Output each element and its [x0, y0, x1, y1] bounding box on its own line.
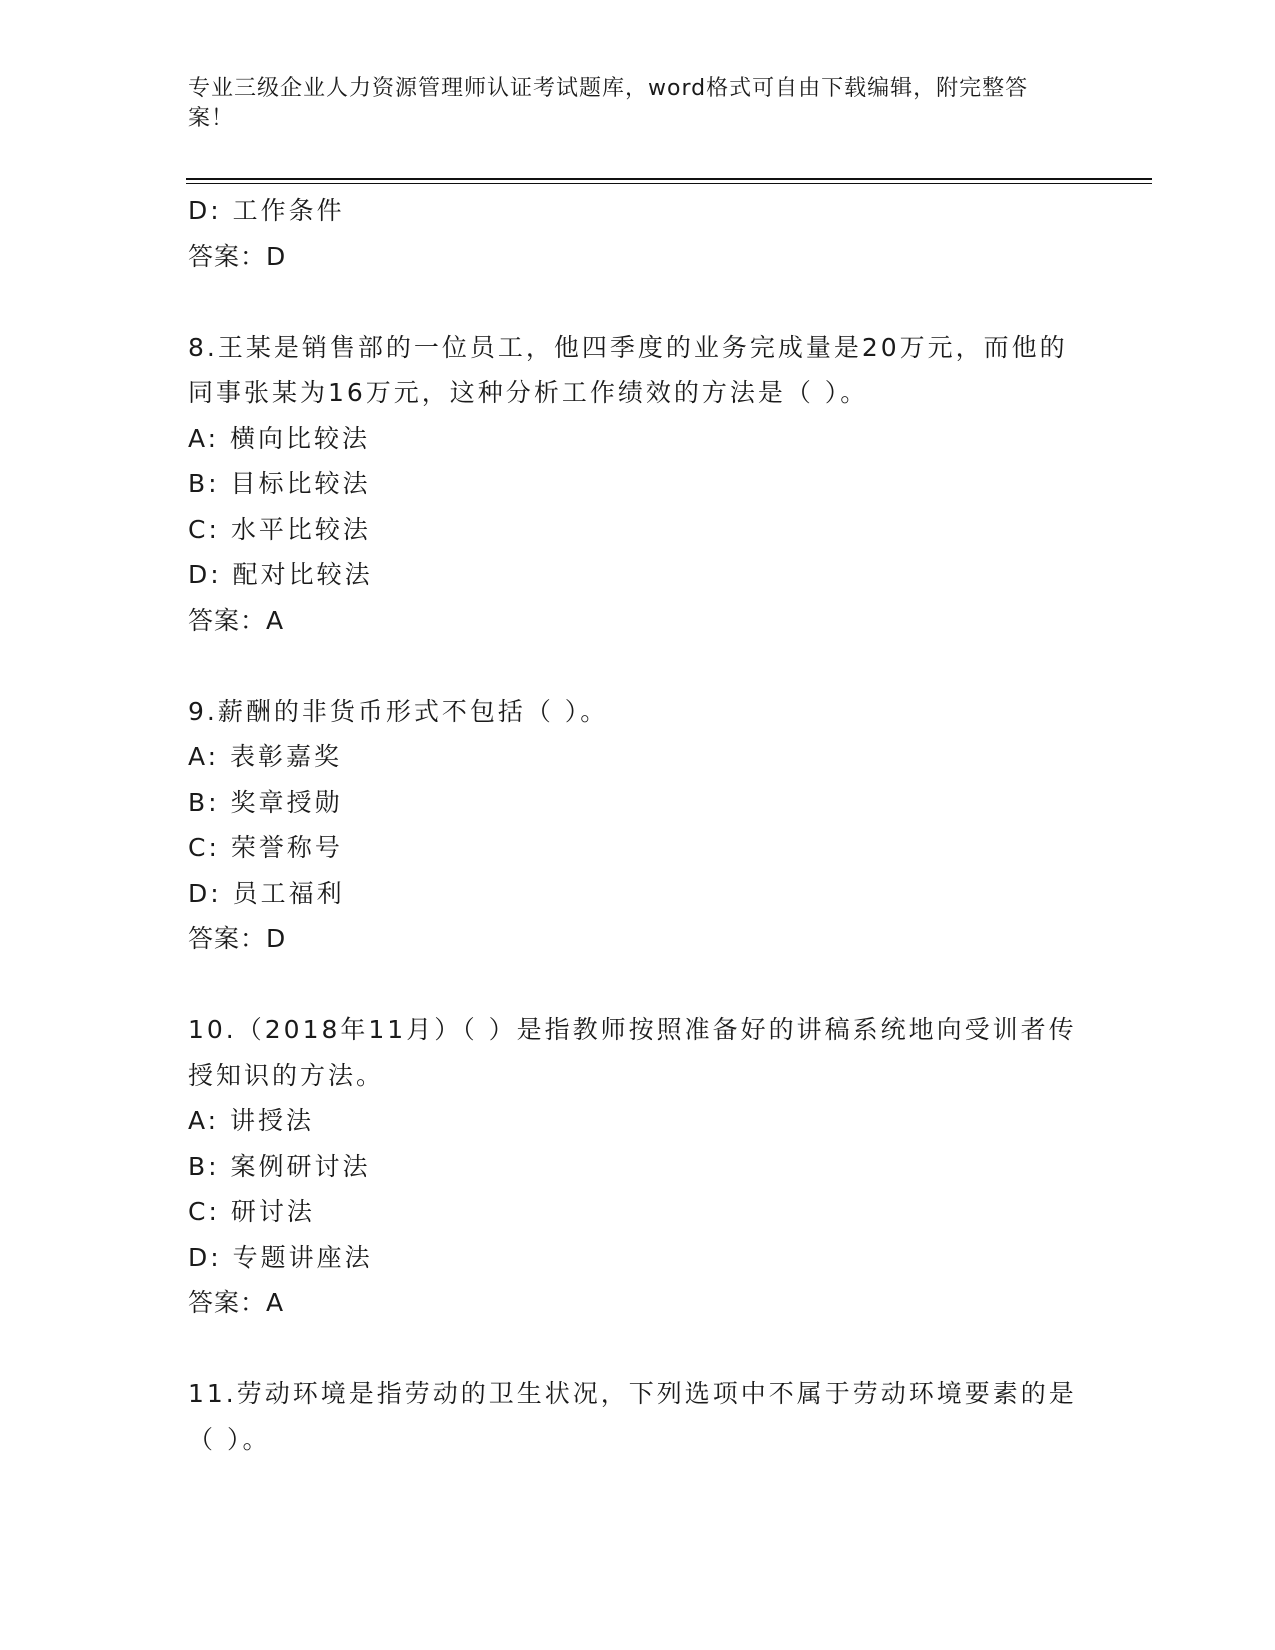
option-c: C: 水平比较法: [188, 514, 371, 544]
document-header: 专业三级企业人力资源管理师认证考试题库，word格式可自由下载编辑，附完整答案！: [188, 76, 1029, 131]
option-c: C: 荣誉称号: [188, 833, 343, 862]
question-10: [188, 1007, 1088, 1326]
answer-line: 答案：A: [188, 1288, 285, 1317]
question-text: 8.王某是销售部的一位员工，他四季度的业务完成量是20万元，而他的同事张某为16万元，这种分析工作绩效的方法是（ ）。: [188, 332, 1068, 407]
prev-question-tail: [188, 188, 1088, 279]
question-8: [188, 325, 1088, 644]
option-d: D: 工作条件: [188, 196, 345, 225]
question-text: 9.薪酬的非货币形式不包括（ ）。: [188, 696, 609, 726]
question-text: 11.劳动环境是指劳动的卫生状况，下列选项中不属于劳动环境要素的是（ ）。: [188, 1379, 1077, 1454]
option-a: A: 表彰嘉奖: [188, 742, 343, 771]
answer-line: 答案：A: [188, 605, 285, 635]
option-b: B: 案例研讨法: [188, 1151, 371, 1181]
option-d: D: 员工福利: [188, 878, 345, 908]
option-d: D: 专题讲座法: [188, 1242, 373, 1272]
option-c: C: 研讨法: [188, 1197, 315, 1226]
spacer: [188, 643, 1088, 689]
header-divider-thick: [186, 178, 1152, 180]
question-list: [188, 188, 1088, 1462]
spacer: [188, 1326, 1088, 1372]
option-b: B: 目标比较法: [188, 469, 371, 498]
answer-line: 答案：D: [188, 924, 287, 953]
question-text: 10.（2018年11月）（ ）是指教师按照准备好的讲稿系统地向受训者传授知识的方法。: [188, 1015, 1077, 1090]
header-divider-thin: [186, 183, 1152, 184]
answer-line: 答案：D: [188, 241, 287, 271]
spacer: [188, 962, 1088, 1008]
option-a: A: 讲授法: [188, 1106, 315, 1135]
option-b: B: 奖章授勋: [188, 787, 343, 817]
question-11: [188, 1371, 1088, 1462]
question-9: [188, 689, 1088, 962]
spacer: [188, 279, 1088, 325]
option-a: A: 横向比较法: [188, 423, 371, 453]
option-d: D: 配对比较法: [188, 560, 373, 589]
